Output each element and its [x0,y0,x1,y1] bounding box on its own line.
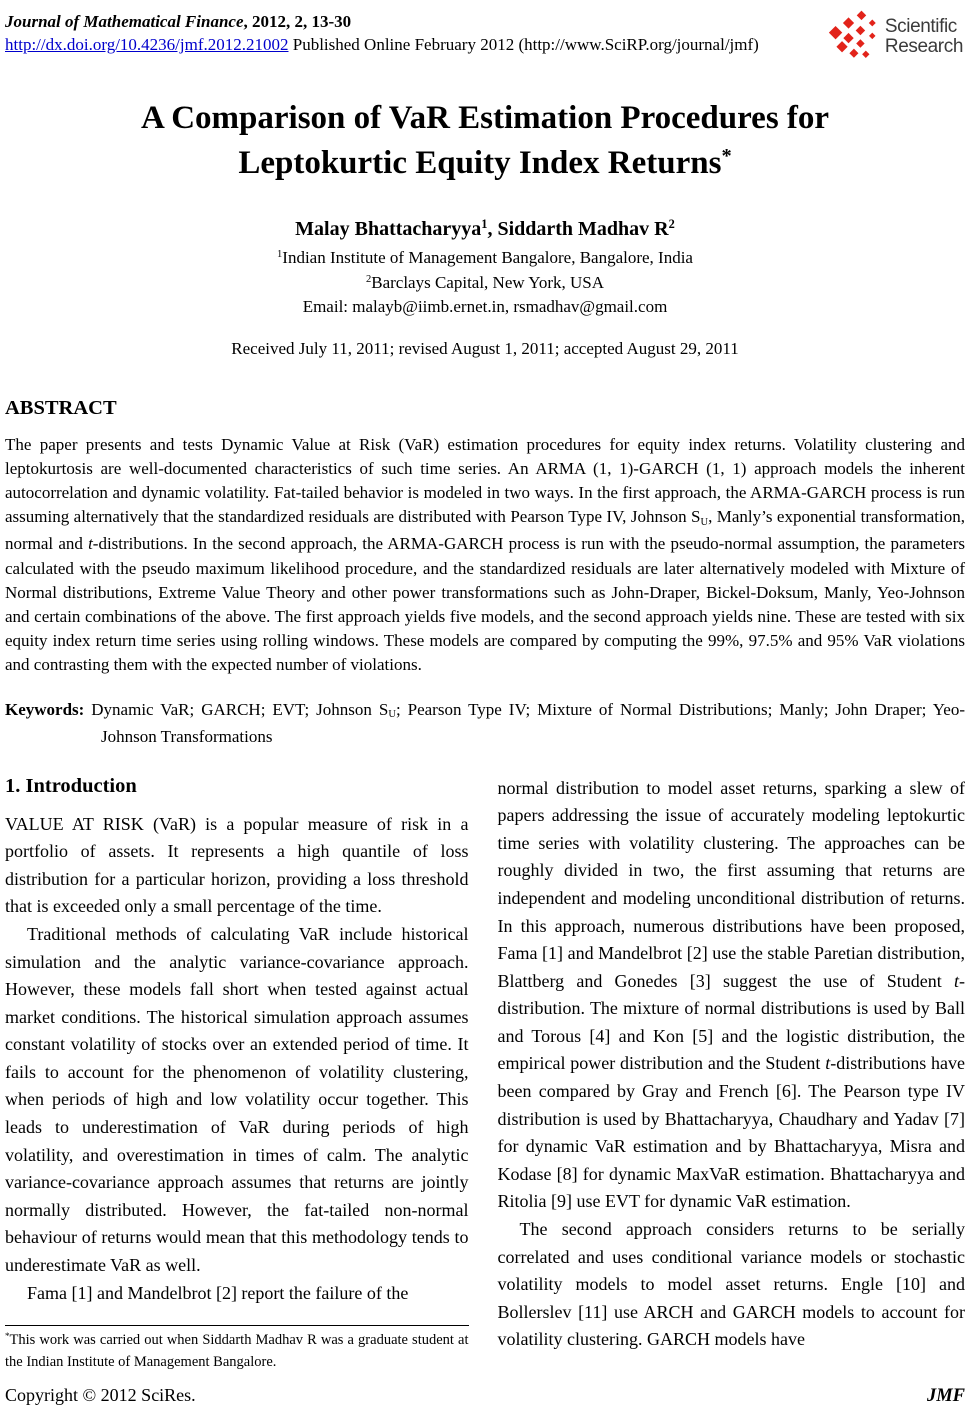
authors-line: Malay Bhattacharyya$^1$, Siddarth Madhav $R^2$ [295,217,675,240]
two-column-body [5,775,965,1373]
affiliation-1: $^1$Indian Institute of Management Bangalore, Bangalore, India [277,248,693,267]
paper-title [5,96,965,190]
affiliations-block [5,247,965,318]
journal-abbreviation: JMF [926,1386,965,1406]
copyright-text: Copyright © 2012 SciRes. [5,1385,196,1405]
intro-paragraph-3: Fama [1] and Mandelbrot [2] report the failure of the [27,1282,409,1303]
scirp-diamonds-icon [828,10,882,64]
page-header [5,10,965,64]
page-footer [5,1385,965,1407]
intro-paragraph-5: The second approach considers returns to be serially correlated and uses conditional variance models or stochastic volatility models to model asset returns. Engle [10] and Bollerslev [11] use ARCH and GARCH models to account for volatility clustering. GARCH models have [497,1219,965,1350]
paper-title-line2: Leptokurtic Equity Index Returns* [238,144,732,181]
intro-paragraph-1: VALUE AT RISK (VaR) is a popular measure of risk in a portfolio of assets. It represents a high quantile of loss distribution for a particular horizon, providing a loss threshold that is exceeded only a small percentage of the time. [5,813,469,917]
left-column [5,775,469,1373]
paper-title-line1: A Comparison of VaR Estimation Procedures for [140,100,830,136]
title-footnote: *This work was carried out when Siddarth Madhav R was a graduate student at the Indian Institute of Management Bangalore. [5,1325,469,1373]
scirp-logo-text [885,17,963,57]
journal-header-block [5,10,759,56]
affiliation-2: $^2$Barclays Capital, New York, USA [365,272,605,292]
section-heading-introduction: 1. Introduction [5,774,137,797]
published-online-text: Published Online February 2012 (http://www.SciRP.org/journal/jmf) [288,35,759,54]
abstract-heading: ABSTRACT [5,396,117,419]
scirp-logo [828,10,963,64]
intro-paragraph-2: Traditional methods of calculating VaR include historical simulation and the analytic variance-covariance approach. However, these models fall short when tested against actual market conditions. The historical simulation approach assumes constant volatility of stocks over an extended period of time. It fails to account for the phenomenon of volatility clustering, when periods of high and low volatility occur together. This leads to underestimation of VaR during periods of high volatility, and overestimation in times of calm. The analytic variance-covariance approach assumes that returns are jointly normally distributed. However, the fat-tailed non-normal behaviour of returns would mean that this methodology tends to underestimate VaR as well. [5,923,469,1276]
abstract-body: The paper presents and tests Dynamic Value at Risk (VaR) estimation procedures for equity index returns. Volatility clustering and leptokurtosis are well-documented characteristics of such time series. An ARMA (1, 1)-GARCH (1, 1) approach models the inherent autocorrelation and dynamic volatility. Fat-tailed behavior is modeled in two ways. In the first approach, the ARMA-GARCH process is run assuming alternatively that the standardized residuals are distributed with Pearson Type IV, Johnson SU, Manly’s exponential transformation, normal and t-distributions. In the second approach, the ARMA-GARCH process is run with the pseudo-normal assumption, the parameters calculated with the pseudo maximum likelihood procedure, and the standardized residuals are later alternatively modeled with Mixture of Normal distributions, Extreme Value Theory and other power transformations such as John-Draper, Bickel-Doksum, Manly, Yeo-Johnson and certain combinations of the above. The first approach yields five models, and the second approach yields nine. These are tested with six equity index return time series using rolling windows. These models are compared by computing the 99%, 97.5% and 95% VaR violations and contrasting them with the expected number of violations. [5,434,966,675]
doi-line [5,33,759,56]
logo-word-scientific: Scientific [884,16,957,37]
email-line: Email: malayb@iimb.ernet.in, rsmadhav@gmail.com [302,297,668,316]
doi-link[interactable]: http://dx.doi.org/10.4236/jmf.2012.21002 [5,35,289,54]
keywords-line: Keywords: Dynamic VaR; GARCH; EVT; Johnson SU; Pearson Type IV; Mixture of Normal Distributions; Manly; John Draper; Yeo-Johnson Transformations [5,699,965,746]
right-column [498,775,966,1373]
journal-citation: Journal of Mathematical Finance, 2012, 2, 13-30 [5,12,352,31]
logo-word-research: Research [884,36,963,57]
received-dates-line: Received July 11, 2011; revised August 1, 2011; accepted August 29, 2011 [231,338,739,358]
intro-paragraph-4: normal distribution to model asset returns, sparking a slew of papers addressing the issue of accurately modeling leptokurtic time series with volatility clustering. The approaches can be roughly divided in two, the first assuming that returns are independent and modeling unconditional distribution of returns. In this approach, numerous distributions have been proposed, Fama [1] and Mandelbrot [2] use the stable Paretian distribution, Blattberg and Gonedes [3] suggest the use of Student t-distribution. The mixture of normal distributions is used by Ball and Torous [4] and Kon [5] and the logistic distribution, the empirical power distribution and the Student t-distributions have been compared by Gray and French [6]. The Pearson type IV distribution is used by Bhattacharyya, Chaudhary and Yadav [7] for dynamic VaR estimation and by Bhattacharyya, Misra and Kodase [8] for dynamic MaxVaR estimation. Bhattacharyya and Ritolia [9] use EVT for dynamic VaR estimation. [497,777,965,1212]
